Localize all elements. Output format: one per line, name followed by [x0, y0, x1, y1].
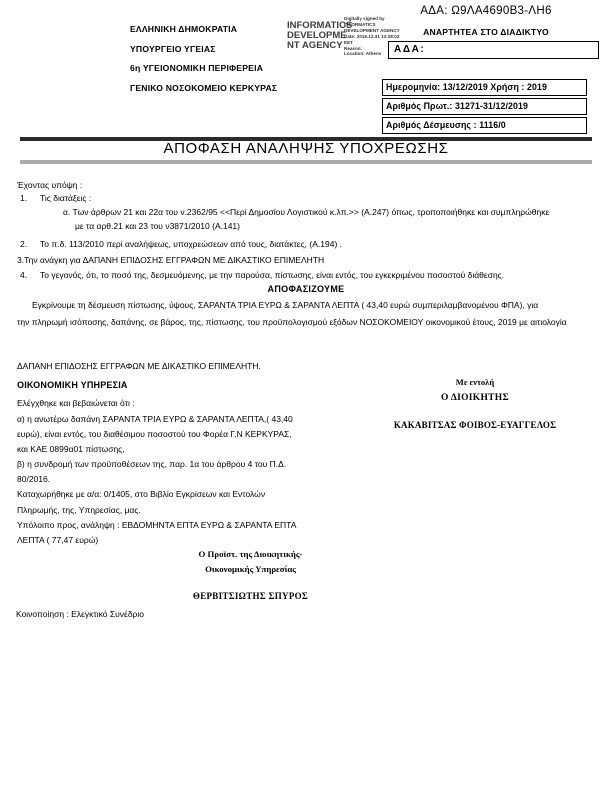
list-item-1a-line1: α. Των άρθρων 21 και 22α του ν.2362/95 <<Περί Δημοσίου Λογιστικού κ.λπ.>> (Α.247) όπως, τροποποιήθηκε και συμπληρώθηκε	[63, 207, 550, 217]
finance-line: β) η συνδρομή των προϋποθέσεων της, παρ. 1α του άρθρου 4 του Π.Δ.	[17, 459, 287, 470]
commitment-number-box: Αριθμός Δέσμευσης : 1116/0	[382, 117, 587, 134]
finance-line: ΛΕΠΤΑ ( 77,47 ευρώ)	[17, 534, 99, 545]
decision-line2: την πληρωμή ισόποσης, δαπάνης, σε βάρος, της, πίστωσης, του προϋπολογισμού εξόδων ΝΟΣΟΚΟΜΕΙΟΥ οικονομικού έτους, 2019 με αιτιολογία	[17, 317, 567, 327]
list-item-4-number: 4.	[20, 270, 28, 280]
director-title-line1: Ο Προϊστ. της Διοικητικής-	[198, 549, 303, 559]
decision-line1: Εγκρίνουμε τη δέσμευση πίστωσης, ύψους, ΣΑΡΑΝΤΑ ΤΡΙΑ ΕΥΡΩ & ΣΑΡΑΝΤΑ ΛΕΠΤΑ ( 43,40 ευρώ συμπεριλαμβανομένου ΦΠΑ), για	[32, 300, 539, 310]
stamp-detail-line: Date: 2019.12.31 13:28:03	[344, 33, 400, 39]
finance-service-heading: ΟΙΚΟΝΟΜΙΚΗ ΥΠΗΡΕΣΙΑ	[17, 380, 128, 390]
having-regard-label: Έχοντας υπόψη :	[17, 180, 83, 190]
list-item-1-number: 1.	[20, 193, 28, 203]
commander-signature-block	[385, 377, 565, 430]
finance-line: Καταχωρήθηκε με α/α: 0/1405, στο Βιβλίο Εγκρίσεων και Εντολών	[17, 489, 266, 500]
finance-line: α) η ανωτέρω δαπάνη ΣΑΡΑΝΤΑ ΤΡΙΑ ΕΥΡΩ & ΣΑΡΑΝΤΑ ΛΕΠΤΑ,( 43,40	[17, 414, 293, 424]
director-signature-block	[148, 549, 353, 601]
digital-stamp-agency: INFORMATICS DEVELOPMENT AGENCY	[287, 20, 353, 51]
list-item-1: Τις διατάξεις :	[40, 193, 92, 203]
finance-line: και ΚΑΕ 0899α01 πίστωσης,	[17, 444, 125, 455]
commander-name: ΚΑΚΑΒΙΤΣΑΣ ΦΟΙΒΟΣ-ΕΥΑΓΓΕΛΟΣ	[393, 420, 557, 430]
finance-line: Υπόλοιπο προς, ανάληψη : ΕΒΔΟΜΗΝΤΑ ΕΠΤΑ ΕΥΡΩ & ΣΑΡΑΝΤΑ ΕΠΤΑ	[17, 519, 297, 530]
page-title: ΑΠΟΦΑΣΗ ΑΝΑΛΗΨΗΣ ΥΠΟΧΡΕΩΣΗΣ	[163, 140, 449, 157]
stamp-detail-line: DEVELOPMENT AGENCY	[344, 27, 400, 33]
decision-heading: ΑΠΟΦΑΣΙΖΟΥΜΕ	[267, 284, 345, 294]
stamp-detail-line: INFORMATICS	[344, 21, 376, 27]
by-order-label: Με εντολή	[455, 377, 495, 387]
letterhead	[130, 20, 277, 98]
letterhead-line-region: 6η ΥΓΕΙΟΝΟΜΙΚΗ ΠΕΡΙΦΕΡΕΙΑ	[130, 63, 264, 73]
finance-line: ευρώ), είναι εντός, του διαθέσιμου ποσοστού του Φορέα Γ.Ν ΚΕΡΚΥΡΑΣ,	[17, 429, 292, 440]
stamp-detail-line: Location: Athens	[344, 51, 382, 57]
list-item-4: Το γεγονός, ότι, το ποσό της, δεσμευόμενης, με την παρούσα, πίστωσης, είναι εντός, του εγκεκριμένου ποσοστού διάθεσης.	[40, 270, 505, 280]
protocol-number-box: Αριθμός Πρωτ.: 31271-31/12/2019	[382, 98, 587, 115]
finance-line: Πληρωμής, της, Υπηρεσίας, μας.	[17, 504, 141, 515]
commander-title: Ο ΔΙΟΙΚΗΤΗΣ	[441, 393, 509, 403]
list-item-3: 3.Την ανάγκη για ΔΑΠΑΝΗ ΕΠΙΔΟΣΗΣ ΕΓΓΡΑΦΩΝ ΜΕ ΔΙΚΑΣΤΙΚΟ ΕΠΙΜΕΛΗΤΗ	[17, 255, 325, 265]
stamp-detail-line: Digitally signed by	[344, 16, 385, 21]
director-title-line2: Οικονομικής Υπηρεσίας	[205, 564, 296, 574]
date-usage-box: Ημερομηνία: 13/12/2019 Χρήση : 2019	[382, 79, 587, 96]
letterhead-line-ministry: ΥΠΟΥΡΓΕΙΟ ΥΓΕΙΑΣ	[130, 43, 216, 54]
list-item-1a-line2: με τα αρθ.21 και 23 του ν3871/2010 (Α.141)	[75, 221, 240, 231]
expense-purpose: ΔΑΠΑΝΗ ΕΠΙΔΟΣΗΣ ΕΓΓΡΑΦΩΝ ΜΕ ΔΙΚΑΣΤΙΚΟ ΕΠΙΜΕΛΗΤΗ.	[17, 361, 261, 371]
stamp-detail-line: EET	[344, 39, 353, 45]
list-item-2-number: 2.	[20, 239, 28, 249]
director-name: ΘΕΡΒΙΤΣΙΩΤΗΣ ΣΠΥΡΟΣ	[192, 591, 309, 601]
letterhead-line-republic: ΕΛΛΗΝΙΚΗ ΔΗΜΟΚΡΑΤΙΑ	[130, 24, 238, 34]
finance-verification-text	[17, 412, 296, 548]
ada-code: ΑΔΑ: Ω9ΛΑ4690Β3-ΛΗ6	[420, 5, 552, 17]
ada-empty-box: ΑΔΑ:	[388, 41, 599, 59]
stamp-detail-line: Reason:	[344, 45, 363, 51]
web-posting-label: ΑΝΑΡΤΗΤΕΑ ΣΤΟ ΔΙΑΔΙΚΤΥΟ	[423, 27, 549, 37]
list-item-2: Το π.δ. 113/2010 περί αναλήψεως, υποχρεώσεων από τους, διατάκτες, (Α.194) .	[40, 239, 343, 249]
letterhead-line-hospital: ΓΕΝΙΚΟ ΝΟΣΟΚΟΜΕΙΟ ΚΕΡΚΥΡΑΣ	[130, 82, 278, 93]
title-rule-bottom	[20, 160, 592, 164]
notification-line: Κοινοποίηση : Ελεγκτικό Συνέδριο	[16, 609, 144, 619]
finance-checked-line: Ελέγχθηκε και βεβαιώνεται ότι :	[17, 398, 135, 408]
finance-line: 80/2016.	[17, 474, 51, 485]
